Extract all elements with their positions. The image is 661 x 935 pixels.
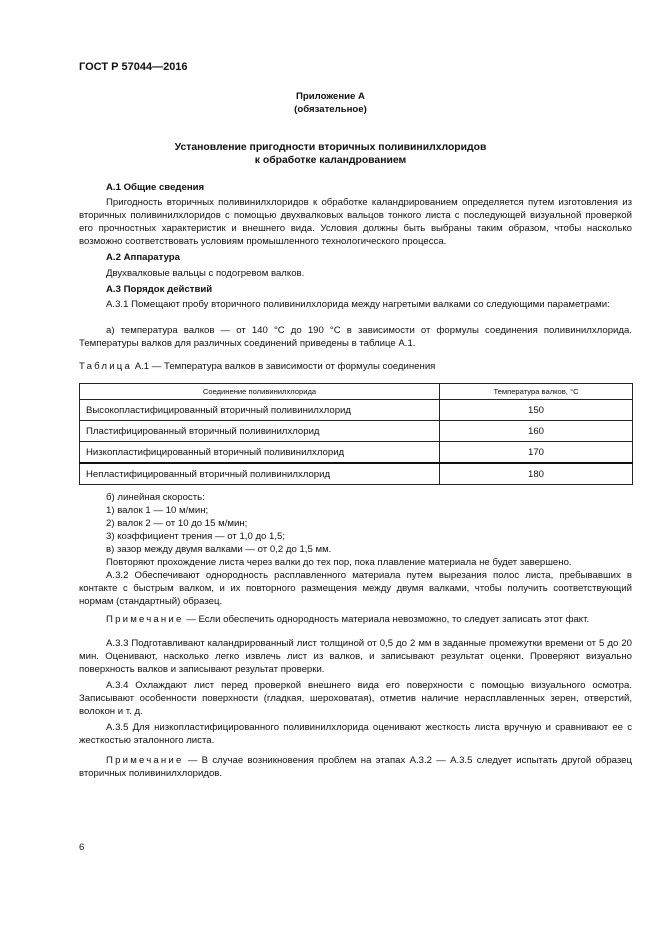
heading-a1: А.1 Общие сведения [106,182,205,193]
cell-temperature: 160 [440,421,633,442]
table-caption [79,361,435,372]
table-caption-text: А.1 — Температура валков в зависимости от формулы соединения [134,361,436,372]
table-row [80,442,633,464]
paragraph-a31: А.3.1 Помещают пробу вторичного поливинилхлорида между нагретыми валками со следующими параметрами: [106,299,610,310]
item-b1: 1) валок 1 — 10 м/мин; [106,505,209,516]
column-header-temperature: Температура валков, °С [440,384,633,400]
note-label: Примечание [106,755,184,766]
item-v: в) зазор между двумя валками — от 0,2 до 1,5 мм. [106,544,332,555]
appendix-title: Приложение А [296,91,365,102]
paragraph-a2: Двухвалковые вальцы с подогревом валков. [106,268,305,279]
heading-a3: А.3 Порядок действий [106,284,213,295]
table-header-row [80,384,633,400]
item-b3: 3) коэффициент трения — от 1,0 до 1,5; [106,531,286,542]
temperature-table [79,383,633,485]
document-code: ГОСТ Р 57044—2016 [79,61,188,73]
paragraph-item-a: а) температура валков — от 140 °С до 190 °С в зависимости от формулы соединения поливинилхлорида. Температуры валков для различных соединений приведены в таблице А.1. [79,325,632,349]
table-row [80,421,633,442]
appendix-status: (обязательное) [294,104,367,115]
cell-temperature: 180 [440,463,633,485]
cell-temperature: 170 [440,442,633,464]
paragraph-a35: А.3.5 Для низкопластифицированного поливинилхлорида оценивают жесткость листа вручную и сравнивают ее с жесткостью эталонного листа. [79,722,632,746]
item-b2: 2) валок 2 — от 10 до 15 м/мин; [106,518,248,529]
cell-temperature: 150 [440,400,633,421]
paragraph-a34: А.3.4 Охлаждают лист перед проверкой внешнего вида его поверхности с помощью визуального осмотра. Записывают особенности поверхности (гладкая, шероховатая), отметив наличие нерасплавленных зерен, отверстий, волокон и т. д. [79,680,632,717]
cell-compound: Низкопластифицированный вторичный поливинилхлорид [80,442,440,464]
table-row [80,400,633,421]
note-text: — Если обеспечить однородность материала невозможно, то следует записать этот факт. [186,614,590,625]
note-2 [79,754,632,780]
section-title-line2: к обработке каландрованием [254,155,407,166]
heading-a2: А.2 Аппаратура [106,252,180,263]
paragraph-a32: А.3.2 Обеспечивают однородность расплавленного материала путем вырезания полос листа, пребывавших в контакте с быстрым валком, и их повторного размещения между двумя валками, чтобы получить соответствующий нормам (стандартный) образец. [79,570,632,607]
paragraph-a33: А.3.3 Подготавливают каландрированный лист толщиной от 0,5 до 2 мм в заданные промежутки времени от 5 до 20 мин. Оценивают, насколько легко извлечь лист из валков, и записывают результат оценки. Проверяют визуально поверхность валков и записывают результат проверки. [79,638,632,675]
item-b: б) линейная скорость: [106,492,205,503]
section-title-line1: Установление пригодности вторичных поливинилхлоридов [174,142,487,153]
cell-compound: Высокопластифицированный вторичный поливинилхлорид [80,400,440,421]
table-row [80,463,633,485]
paragraph-a1: Пригодность вторичных поливинилхлоридов к обработке каландрированием определяется путем изготовления из вторичных поливинилхлоридов с помощью двухвалковых вальцов тонкого листа с последующей визуальной проверкой его прочностных характеристик и внешнего вида. Условия должны быть выбраны таким образом, чтобы насколько возможно соответствовать условиям промышленного технологического процесса. [79,197,632,247]
note-1 [79,613,632,626]
cell-compound: Пластифицированный вторичный поливинилхлорид [80,421,440,442]
note-text: — В случае возникновения проблем на этапах А.3.2 — А.3.5 следует испытать другой образец вторичных поливинилхлоридов. [79,755,632,779]
column-header-compound: Соединение поливинилхлорида [80,384,440,400]
paragraph-repeat: Повторяют прохождение листа через валки до тех пор, пока плавление материала не будет завершено. [106,557,572,568]
note-label: Примечание [106,614,184,625]
page-number: 6 [79,842,85,853]
table-caption-label: Таблица [79,361,133,372]
cell-compound: Непластифицированный вторичный поливинилхлорид [80,463,440,485]
